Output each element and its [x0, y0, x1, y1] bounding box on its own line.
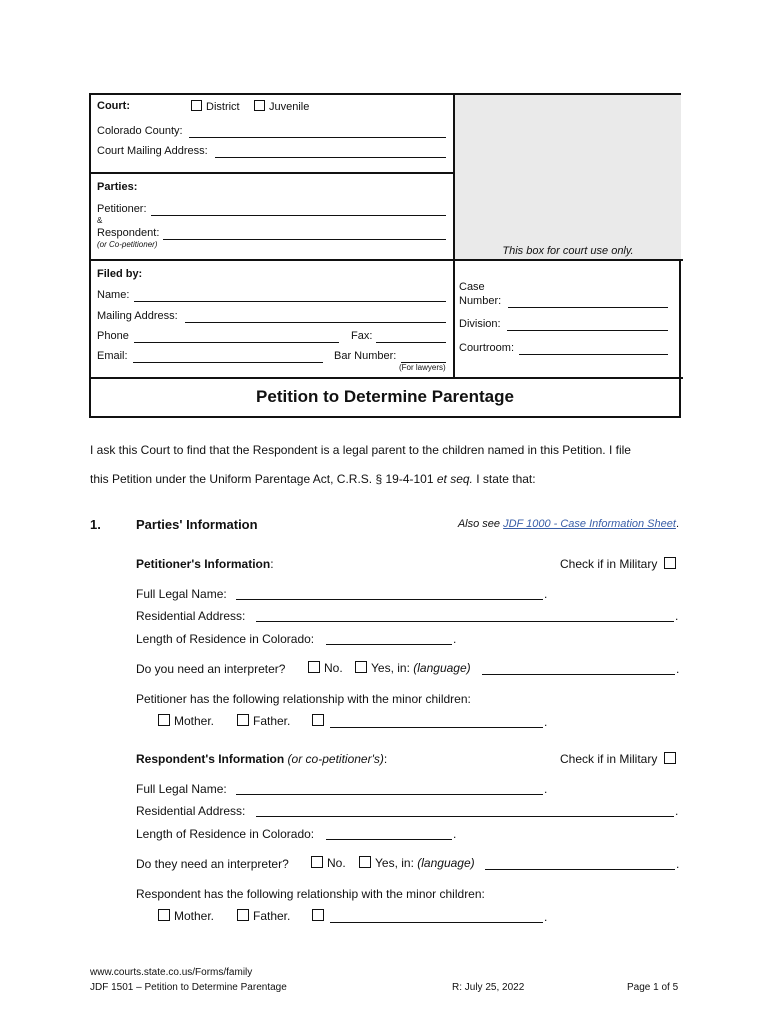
courtroom-field[interactable]	[519, 343, 668, 355]
petitioner-residence-label: Length of Residence in Colorado:	[136, 632, 315, 646]
petitioner-full-name-field[interactable]	[236, 588, 543, 600]
respondent-mother-checkbox[interactable]	[158, 909, 170, 921]
juvenile-checkbox[interactable]	[254, 100, 265, 111]
intro-line-1: I ask this Court to find that the Respondent is a legal parent to the children named in this Petition. I file	[90, 443, 631, 457]
petitioner-other-checkbox[interactable]	[312, 714, 324, 726]
petitioner-language-field[interactable]	[482, 663, 675, 675]
court-use-label: This box for court use only.	[502, 245, 634, 257]
district-checkbox[interactable]	[191, 100, 202, 111]
petitioner-address-field[interactable]	[256, 610, 674, 622]
caption-divider	[91, 377, 683, 379]
caption-box	[89, 93, 681, 418]
petitioner-father-checkbox[interactable]	[237, 714, 249, 726]
respondent-interpreter-label: Do they need an interpreter?	[136, 857, 289, 871]
respondent-other-field[interactable]	[330, 911, 543, 923]
lawyers-note: (For lawyers)	[399, 363, 446, 372]
court-mailing-label: Court Mailing Address:	[97, 145, 208, 157]
respondent-relationship-label: Respondent has the following relationship with the minor children:	[136, 887, 485, 901]
footer-revised: R: July 25, 2022	[452, 982, 525, 993]
bar-number-field[interactable]	[401, 351, 446, 363]
email-label: Email:	[97, 350, 128, 362]
respondent-address-field[interactable]	[256, 805, 674, 817]
section-heading: Parties' Information	[136, 517, 258, 532]
respondent-father-checkbox[interactable]	[237, 909, 249, 921]
division-field[interactable]	[507, 319, 668, 331]
petitioner-residence-field[interactable]	[326, 633, 452, 645]
courtroom-label: Courtroom:	[459, 342, 515, 354]
footer-url: www.courts.state.co.us/Forms/family	[90, 967, 253, 978]
case-number-label: Number:	[459, 295, 502, 307]
filed-by-label: Filed by:	[97, 268, 143, 280]
footer-page: Page 1 of 5	[627, 982, 679, 993]
also-see: Also see JDF 1000 - Case Information Sheet.	[457, 518, 679, 530]
respondent-heading: Respondent's Information (or co-petitioner's):	[136, 752, 388, 766]
petitioner-address-label: Residential Address:	[136, 609, 246, 623]
respondent-interpreter-yes-checkbox[interactable]	[359, 856, 371, 868]
respondent-interpreter-no-checkbox[interactable]	[311, 856, 323, 868]
respondent-caption-label: Respondent:	[97, 227, 160, 239]
respondent-language-field[interactable]	[485, 858, 675, 870]
mailing-field[interactable]	[185, 311, 446, 323]
intro-line-2: this Petition under the Uniform Parentage Act, C.R.S. § 19-4-101 et seq. I state that:	[90, 472, 536, 486]
petitioner-interpreter-yes-checkbox[interactable]	[355, 661, 367, 673]
caption-divider	[91, 172, 453, 174]
juvenile-label: Juvenile	[269, 101, 310, 113]
petitioner-military-label: Check if in Military	[560, 557, 658, 571]
petitioner-military-checkbox[interactable]	[664, 557, 676, 569]
page-title: Petition to Determine Parentage	[256, 387, 514, 406]
petitioner-caption-label: Petitioner:	[97, 203, 147, 215]
court-mailing-field[interactable]	[215, 146, 446, 158]
county-label: Colorado County:	[97, 125, 183, 137]
petitioner-heading: Petitioner's Information:	[136, 557, 274, 571]
caption-divider	[91, 259, 683, 261]
county-field[interactable]	[189, 126, 446, 138]
name-field[interactable]	[134, 290, 446, 302]
mailing-label: Mailing Address:	[97, 310, 178, 322]
petitioner-relationship-label: Petitioner has the following relationship with the minor children:	[136, 692, 471, 706]
petitioner-interpreter-no-checkbox[interactable]	[308, 661, 320, 673]
respondent-residence-field[interactable]	[326, 828, 452, 840]
division-label: Division:	[459, 318, 501, 330]
bar-number-label: Bar Number:	[334, 350, 397, 362]
respondent-military-label: Check if in Military	[560, 752, 658, 766]
case-info-sheet-link[interactable]: JDF 1000 - Case Information Sheet	[503, 518, 676, 530]
respondent-residence-label: Length of Residence in Colorado:	[136, 827, 315, 841]
petitioner-full-name-label: Full Legal Name:	[136, 587, 227, 601]
court-label: Court:	[97, 100, 130, 112]
respondent-full-name-field[interactable]	[236, 783, 543, 795]
case-label: Case	[459, 281, 485, 293]
parties-label: Parties:	[97, 181, 138, 193]
section-number: 1.	[90, 517, 101, 532]
phone-field[interactable]	[134, 331, 339, 343]
email-field[interactable]	[133, 351, 323, 363]
copetitioner-note: (or Co-petitioner)	[97, 240, 158, 249]
petitioner-caption-field[interactable]	[151, 204, 446, 216]
district-label: District	[206, 101, 240, 113]
fax-field[interactable]	[376, 331, 446, 343]
footer-form: JDF 1501 – Petition to Determine Parentage	[90, 982, 287, 993]
respondent-military-checkbox[interactable]	[664, 752, 676, 764]
phone-label: Phone	[97, 330, 129, 342]
case-number-field[interactable]	[508, 296, 668, 308]
respondent-caption-field[interactable]	[163, 228, 446, 240]
name-label: Name:	[97, 289, 130, 301]
petitioner-other-field[interactable]	[330, 716, 543, 728]
respondent-other-checkbox[interactable]	[312, 909, 324, 921]
petitioner-interpreter-label: Do you need an interpreter?	[136, 662, 286, 676]
petitioner-mother-checkbox[interactable]	[158, 714, 170, 726]
fax-label: Fax:	[351, 330, 373, 342]
respondent-full-name-label: Full Legal Name:	[136, 782, 227, 796]
respondent-address-label: Residential Address:	[136, 804, 246, 818]
ampersand: &	[97, 216, 103, 225]
court-use-box	[455, 95, 681, 259]
